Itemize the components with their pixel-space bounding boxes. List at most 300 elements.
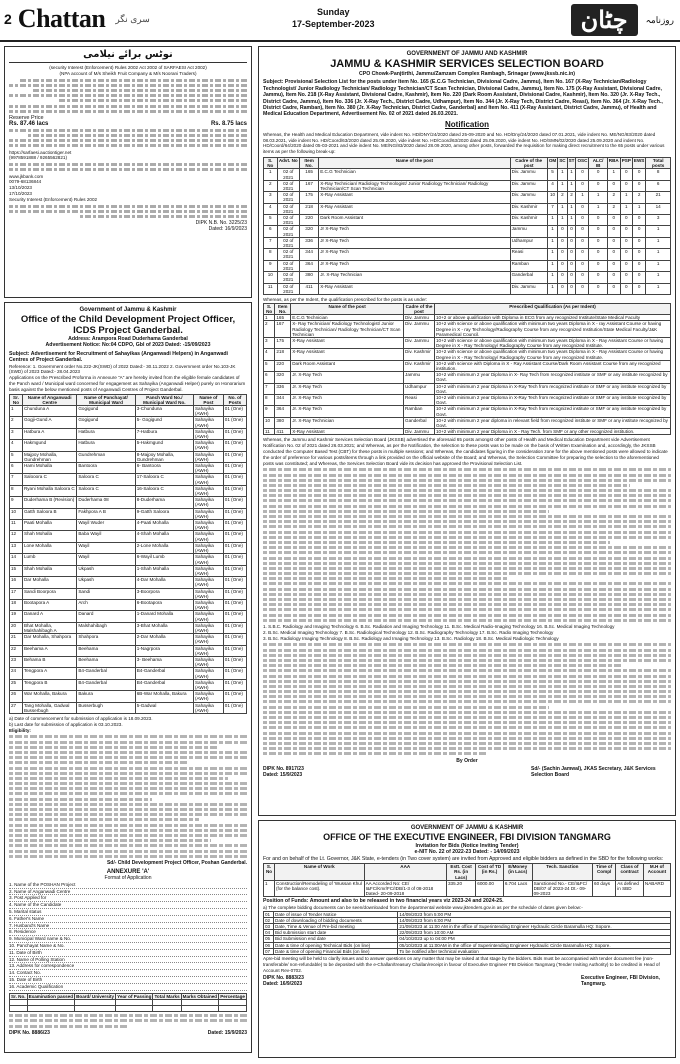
table-cell: Baba Wayil <box>77 531 135 542</box>
table-cell: Div. Kashmir <box>404 349 435 360</box>
table-row <box>10 554 247 565</box>
issue-date-text: 17-September-2023 <box>292 19 375 29</box>
tangmarg-tender-notice <box>258 820 676 1058</box>
schedule-cell: Date of issue of Tender Notice <box>274 911 398 917</box>
table-cell: 320 <box>300 226 319 237</box>
table-cell: 01 (One) <box>223 531 246 542</box>
notice-dipk-date: Dated: 16/9/2023 <box>208 226 247 233</box>
table-cell: Gogigund <box>77 417 135 428</box>
table-cell: 0 <box>558 237 567 248</box>
icds-eligibility-heading: Eligibility: <box>9 727 31 733</box>
table-row <box>10 577 247 588</box>
table-cell: 01 (One) <box>223 588 246 599</box>
schedule-cell: Date & time of opening Technical Bids (on line) <box>274 942 398 948</box>
table-cell: Jr X-Ray Tech <box>319 260 510 271</box>
jkssb-notification-heading: Notification <box>445 119 489 129</box>
schedule-cell: Date of downloading of bidding documents <box>274 917 398 923</box>
table-cell: 02 of 2021 <box>277 169 299 180</box>
table-cell: 10 <box>547 192 557 203</box>
tender-position-of-funds: Position of Funds: Amount and also to be released in two financial years viz 2023-24 and 2024-25. <box>263 898 504 905</box>
table-cell: X-Ray Assistant <box>291 337 404 348</box>
icds-subject: Subject: Advertisement for Recruitment of Sahayikas (Anganwadi Helpers) in Anganwadi Centres of Project Ganderbal. <box>9 350 228 364</box>
table-row <box>10 485 247 496</box>
jkssb-degree-list-3: 3. B.Sc. Radiology Imaging Technology 8. B.Sc. Radiology and Imaging Technology 13. B.Sc. Radiology 18. B.Sc. Medical Radiologic Technology <box>263 635 559 641</box>
table-cell: 18 <box>10 599 23 610</box>
table-cell: Jr. X-Ray Tech <box>291 372 404 383</box>
table-cell: Sahayika (AWH) <box>193 531 223 542</box>
table-cell: 01 (One) <box>223 554 246 565</box>
table-cell: 4-Dar Mohalla <box>135 577 193 588</box>
table-cell: 02 of 2021 <box>277 226 299 237</box>
table-cell: 0 <box>567 260 576 271</box>
jkssb-subject: Subject: Provisional Selection List for the posts under Item No. 165 (E.C.G Technician, Divisional Cadre, Jammu), Item No. 167 (X-Ray Technician/Radiology Technologist/ Junior Radiology Technician/ Radiology Technician/CT Scan Technician, Divisional Cadre, Jammu), Item No. 175 (X-Ray Assistant, Divisional Cadre, Jammu), Item No. 218 (X-Ray Assistant, Divisional Cadre, Kashmir), Item No. 220 (Dark Room Assistant, Divisional Cadre, Kashmir), Item No. 320 (Jr. X-Ray Tech., District Cadre, Jammu), Item No. 336 (Jr. X-Ray Tech., District Cadre, Udhampur), Item No. 344 (Jr. X-Ray Tech, District Cadre, Reasi), Item No. 364 (Jr. X-Ray Tech., District Cadre, Ramban), Item No. 380 (Jr. X-Ray Technician, District Cadre, Ganderbal) and Item No. 411 (X-Ray Assistant, District Cadre, Jammu), of Health and Medical Education Department, Advertisement No. 02 of 2021 dated 26.03.2021. <box>263 79 663 118</box>
table-cell: 7 <box>10 474 23 485</box>
icds-dipk-number: DIPK No. 8886/23 <box>9 1029 50 1036</box>
table-cell: 1 <box>646 226 671 237</box>
table-header-cell: Name of Panchayat/ Municipal Ward <box>77 394 135 405</box>
table-cell: Sahayika (AWH) <box>193 668 223 679</box>
table-cell: 3-Boorpora <box>135 588 193 599</box>
table-cell: 26 <box>10 691 23 702</box>
annexure-subtitle: Format of Application <box>104 874 152 881</box>
table-cell: Sahayika (AWH) <box>193 611 223 622</box>
table-cell: 0 <box>558 283 567 294</box>
table-cell: Wayil Wuder <box>77 520 135 531</box>
table-cell: 16-Saloora C <box>135 485 193 496</box>
qual-blank-row <box>10 1006 247 1012</box>
table-cell: 0 <box>607 226 620 237</box>
table-cell: 1 <box>632 203 645 214</box>
table-cell: 3-Chunduna <box>135 406 193 417</box>
table-cell: 167 <box>300 180 319 191</box>
table-cell: 2 <box>10 417 23 428</box>
table-cell: Ganderbal <box>510 272 547 283</box>
table-row <box>10 656 247 667</box>
table-cell: 01 (One) <box>223 656 246 667</box>
table-cell: 0 <box>576 249 589 260</box>
brand-urdu-subtitle: سری نگر <box>115 13 150 24</box>
schedule-cell: 06 <box>264 942 274 948</box>
annexure-field: 13. Address for correspondence <box>9 963 247 970</box>
table-cell: 6000.00 <box>476 880 504 897</box>
table-cell: 01 (One) <box>223 679 246 690</box>
table-cell: 0 <box>632 180 645 191</box>
table-cell: 1 <box>547 226 557 237</box>
table-cell: 10+2 with science or above qualification with minimum two years Diploma in X - Ray Assistant Course or having Degree in X - Ray Technology/ Radiography Course from any recognized Institute. <box>434 349 670 360</box>
table-cell: 02 of 2021 <box>277 203 299 214</box>
table-cell: Udhampur <box>404 383 435 394</box>
table-cell: Gogji-Gund A <box>22 417 76 428</box>
table-cell: Sandi <box>77 588 135 599</box>
table-cell: 12 <box>10 531 23 542</box>
table-cell: Div. Jammu <box>404 337 435 348</box>
table-cell: 9 <box>264 260 278 271</box>
annexure-field: 14. Contact No. <box>9 970 247 977</box>
table-cell: 1 <box>558 169 567 180</box>
table-cell: 4 <box>10 440 23 451</box>
table-cell: 1 <box>567 215 576 226</box>
table-cell: 10 <box>264 417 275 428</box>
table-cell: 01 (One) <box>223 599 246 610</box>
table-cell: Jammu <box>404 372 435 383</box>
table-cell: Jammu <box>510 226 547 237</box>
table-cell: 0 <box>576 169 589 180</box>
table-row <box>10 691 247 702</box>
tender-title: OFFICE OF THE EXECUTIVE ENGINEER, FBI DIVISION TANGMARG <box>323 832 611 842</box>
qualification-table <box>9 993 247 1013</box>
tender-schedule-table <box>263 911 671 955</box>
table-cell: Majpoy Mohalla, Gundrehman <box>22 451 76 462</box>
bank-phone: 0079-68136844 <box>9 179 42 185</box>
table-cell: Sahayika (AWH) <box>193 440 223 451</box>
schedule-cell: Date, Time & Venue of Pre-bid meeting <box>274 924 398 930</box>
table-header-cell: OM <box>547 158 557 169</box>
table-cell: Sahayika (AWH) <box>193 588 223 599</box>
table-cell: 0 <box>620 260 632 271</box>
table-cell: 1 <box>567 203 576 214</box>
table-cell: B4-Ganderbal <box>77 668 135 679</box>
table-row <box>10 417 247 428</box>
table-cell: 2 <box>558 192 567 203</box>
table-cell: 01 (One) <box>223 634 246 645</box>
table-cell: Lumb <box>22 554 76 565</box>
table-cell: Ukpash <box>77 565 135 576</box>
table-cell: Sahayika (AWH) <box>193 542 223 553</box>
table-cell: 01 (One) <box>223 474 246 485</box>
schedule-cell: 01 <box>264 911 274 917</box>
tender-intro: For and on behalf of the Lt. Governor, J&K State, e-tenders (in Two cover system) are invited from Approved and eligible bidders as defined in the SBD for the following works: <box>263 855 664 862</box>
table-cell: 0 <box>576 260 589 271</box>
bank-website: www.jkbank.com <box>9 173 44 179</box>
table-cell: Sahayika (AWH) <box>193 599 223 610</box>
table-cell: 01 (One) <box>223 428 246 439</box>
table-cell: 6 <box>264 226 278 237</box>
schedule-row <box>264 942 671 948</box>
table-cell: 175 <box>275 337 291 348</box>
table-header-cell: Class of contract <box>616 864 644 881</box>
table-cell: 0 <box>576 226 589 237</box>
table-cell: Construction/Remodeling of 'Wussan Khul (for the balance cost). <box>275 880 365 897</box>
annexure-field: 3. Post Applied for <box>9 895 247 902</box>
table-header-cell: Advt. No <box>277 158 299 169</box>
table-cell: 8 <box>264 249 278 260</box>
table-cell: Danard <box>77 611 135 622</box>
table-cell: Jr. X-Ray Tech <box>291 406 404 417</box>
table-cell: Ukpash <box>77 577 135 588</box>
table-cell: 0 <box>576 237 589 248</box>
table-row <box>264 260 671 271</box>
table-cell: 20 <box>10 622 23 633</box>
table-cell: 17-Saloora C <box>135 474 193 485</box>
table-row <box>264 337 671 348</box>
table-header-cell: Sr. No <box>10 394 23 405</box>
table-cell: 21 <box>10 634 23 645</box>
table-row <box>10 622 247 633</box>
table-cell: X- Ray Technician/ Radiology Technologist/ Junior Radiology Technician/ Radiology Technician/CT Scan Technician <box>291 321 404 338</box>
newspaper-brand: Chattan <box>17 4 106 33</box>
table-cell: 19 <box>10 611 23 622</box>
tender-dipk-number: DIPK No. 8883/23 <box>263 975 304 982</box>
urdu-text-block-2 <box>9 129 247 148</box>
reserve-price-label: Reserve Price <box>9 114 44 121</box>
table-cell: 0 <box>567 226 576 237</box>
table-cell: Paati Mohalla <box>22 520 76 531</box>
notice-act-line: (security Interest (Enforcement) Rules 2002 Act 2002 of SARFAESI Act 2002) <box>49 65 207 70</box>
icds-govt: Government of Jammu & Kashmir <box>79 307 177 313</box>
table-cell: Sahayika (AWH) <box>193 451 223 462</box>
tender-signature: Executive Engineer, FBI Division, Tangmarg. <box>581 975 660 988</box>
table-row <box>264 349 671 360</box>
table-cell: 0 <box>620 283 632 294</box>
table-cell: 0 <box>576 180 589 191</box>
table-row <box>264 180 671 191</box>
table-row <box>10 497 247 508</box>
urdu-text-block-4 <box>9 205 247 218</box>
table-cell: Salooora C <box>22 474 76 485</box>
table-cell: 1 <box>558 215 567 226</box>
table-cell: 8-Duderhama <box>135 497 193 508</box>
table-cell: E.C.G Technician <box>319 169 510 180</box>
tender-footer: Apre-bid meeting will be held to clarify issues and to answer questions on any matter that may be raised at that stage by the bidders. Bids must be accompanied with tender document fee (non-transferable/ non-refundable) to be deposited with the e-Challan/treasury Challan/receipt in favour of Executive Engineer FBI Division Tangmarg (Tender Inviting Authority) to be credited in Head of Account Rev-0702. <box>263 956 660 973</box>
urdu-notice-title: نوٹس برائے نیلامی <box>83 49 173 60</box>
tender-bullet: a) The complete bidding documents can be seen/downloaded from the departmental website www.jktenders.gov.in as per the schedule of dates given below:- <box>263 904 583 910</box>
table-cell: X-Ray Assistant <box>319 203 510 214</box>
table-cell: Sahayika (AWH) <box>193 702 223 713</box>
table-row <box>264 406 671 417</box>
table-cell: X-Ray Assistant <box>291 349 404 360</box>
table-cell: 1 <box>646 237 671 248</box>
table-header-cell: S. No <box>264 864 275 881</box>
jkssb-body-continued <box>263 468 671 621</box>
icds-posts-table <box>9 394 247 714</box>
table-cell: 1 <box>264 169 278 180</box>
table-cell: 01 (One) <box>223 668 246 679</box>
table-cell: 335.20 <box>446 880 475 897</box>
table-cell: 4-Paati Mohalla <box>135 520 193 531</box>
table-cell: 0 <box>620 226 632 237</box>
right-column <box>258 46 676 1062</box>
table-cell: B4-Ganderbal <box>135 668 193 679</box>
auction-url: https://sarfaesi.auctiontiger.net <box>9 149 72 155</box>
table-cell: 8 <box>264 394 275 405</box>
table-cell: Sahayika (AWH) <box>193 508 223 519</box>
table-cell: 1 <box>567 169 576 180</box>
table-cell: 1 <box>576 192 589 203</box>
table-row <box>264 237 671 248</box>
table-cell: 1 <box>547 272 557 283</box>
table-cell: Sahayika (AWH) <box>193 565 223 576</box>
table-cell: 1 <box>646 249 671 260</box>
table-cell: 01 (One) <box>223 542 246 553</box>
table-cell: 3- Beehama <box>135 656 193 667</box>
annexure-field: 4. Name of the Candidate <box>9 902 247 909</box>
table-row <box>10 508 247 519</box>
table-cell: Dark Room Assistant <box>319 215 510 226</box>
table-cell: 13 <box>10 542 23 553</box>
table-cell: 1 <box>264 880 275 897</box>
table-cell: 4 <box>264 349 275 360</box>
table-row <box>10 440 247 451</box>
table-cell: 10+2 with science or above qualification with minimum two years Diploma in X - ray Assistant Course or having Degree in X - ray Technology/Radiography Course from any recognized Institution/State Medical Faculty/J&K Paramedical Council. <box>434 321 670 338</box>
table-row <box>10 428 247 439</box>
table-cell: 411 <box>300 283 319 294</box>
table-cell: Div. Kashmir <box>510 203 547 214</box>
table-cell: 01 (One) <box>223 520 246 531</box>
table-cell: Jr. X-Ray Tech <box>291 383 404 394</box>
table-cell: Saloora C <box>77 485 135 496</box>
table-cell: 165 <box>275 315 291 321</box>
table-cell: 1 <box>620 203 632 214</box>
tender-nit: e-NIT No. 22 of 2022-23 Dated: - 14/09/2023 <box>414 849 520 856</box>
table-cell: 01 (One) <box>223 485 246 496</box>
table-cell: Div. Jammu <box>510 283 547 294</box>
table-cell: 10+2 with minimum 2 year Diploma in X-Ray Tech from recognized institute or SMF or any institute recognized by Govt. <box>434 383 670 394</box>
table-cell: 0 <box>576 272 589 283</box>
table-cell: 1 <box>620 192 632 203</box>
table-cell: 60 days <box>593 880 616 897</box>
table-row <box>264 226 671 237</box>
table-cell: 364 <box>300 260 319 271</box>
table-cell: 1 <box>547 249 557 260</box>
table-row <box>264 249 671 260</box>
table-header-cell: Tech. Sanction <box>532 864 592 881</box>
table-cell: 364 <box>275 406 291 417</box>
icds-declaration-text <box>9 1014 247 1027</box>
schedule-cell: Date & time of opening Financial Bids (on line) <box>274 948 398 954</box>
table-cell: Ganderbal <box>404 417 435 428</box>
table-cell: 0 <box>607 260 620 271</box>
table-header-cell: Name of Post <box>193 394 223 405</box>
table-cell: 7-Hatbura <box>135 428 193 439</box>
table-cell: Hatbura A <box>22 428 76 439</box>
table-cell: Sanctioned No.- CE/I&FC/ DB/07 of 2023-24 Dt.- 09-09-2023 <box>532 880 592 897</box>
jkssb-qualification-intro: Whereas, as per the Indent, the qualification prescribed for the posts is as under: <box>263 296 428 302</box>
schedule-cell: Bid submission start date <box>274 930 398 936</box>
table-cell: 0 <box>589 226 607 237</box>
table-cell: As defined in SBD <box>616 880 644 897</box>
table-cell: Reasi <box>510 249 547 260</box>
table-row <box>264 429 671 435</box>
table-cell: Sahayika (AWH) <box>193 679 223 690</box>
table-cell: 01 (One) <box>223 417 246 428</box>
table-cell: 01 (One) <box>223 645 246 656</box>
table-cell: 11 <box>10 520 23 531</box>
jkssb-dipk-date: Dated: 15/9/2023 <box>263 771 303 778</box>
table-cell: Bakura <box>77 691 135 702</box>
table-header-cell: Estt. Cost Rs. (in Lacs) <box>446 864 475 881</box>
table-cell: 10+2 or above qualification with Diploma in ECG from any recognized Institute/State Medical Faculty <box>434 315 670 321</box>
table-header-cell: Cadre of the post <box>404 303 435 314</box>
table-cell: Jr X-Ray Tech <box>319 237 510 248</box>
table-cell: Chunduna A <box>22 406 76 417</box>
table-cell: Sahayika (AWH) <box>193 691 223 702</box>
table-cell: 0 <box>620 180 632 191</box>
jkssb-footer <box>263 766 671 778</box>
table-cell: 01 (One) <box>223 622 246 633</box>
table-cell: 0 <box>632 283 645 294</box>
table-cell: 0 <box>558 272 567 283</box>
table-cell: 1 <box>547 237 557 248</box>
icds-reference: Reference: 1. Government order No.222-JK(SWD) of 2022 Dated:- 30.11.2022 2. Government order No.103-JK (SWD) of 2023 Dated:- 28.04.2023 <box>9 363 236 375</box>
table-cell: 0 <box>589 283 607 294</box>
table-row <box>10 406 247 417</box>
auction-date-1: 13/10/2023 <box>9 185 32 191</box>
table-cell: 7 <box>264 383 275 394</box>
table-cell: Sahayika (AWH) <box>193 485 223 496</box>
table-cell: 01 (One) <box>223 406 246 417</box>
table-cell: 0 <box>567 249 576 260</box>
table-cell: 0 <box>558 249 567 260</box>
table-cell: 1-Danard Mohalla <box>135 611 193 622</box>
table-cell: Gundrehman <box>77 451 135 462</box>
table-cell: 6- Bantoora <box>135 463 193 474</box>
table-cell: Div. Jammu <box>510 192 547 203</box>
table-cell: Sahayika (AWH) <box>193 406 223 417</box>
annexure-title: ANNEXURE 'A' <box>106 868 150 875</box>
table-row <box>264 315 671 321</box>
table-cell: Wayil <box>77 542 135 553</box>
schedule-cell: 05 <box>264 936 274 942</box>
tender-dipk-date: Dated: 16/9/2023 <box>263 981 303 988</box>
table-row <box>264 417 671 428</box>
table-cell: Tengpora B <box>22 679 76 690</box>
newspaper-masthead <box>0 0 680 42</box>
table-cell: 5-Hakmgund <box>135 440 193 451</box>
table-header-cell: No. of Posts <box>223 394 246 405</box>
table-cell: 4-Shah Mohalla <box>135 531 193 542</box>
table-cell: 01 (One) <box>223 565 246 576</box>
jkssb-by-order: By Order <box>456 757 478 764</box>
table-cell: 0 <box>589 260 607 271</box>
table-cell: 220 <box>300 215 319 226</box>
table-row <box>10 588 247 599</box>
table-cell: 3 <box>264 192 278 203</box>
table-cell: 14 <box>10 554 23 565</box>
table-cell: 5 <box>547 169 557 180</box>
table-cell: 10+2 with minimum 2 year diploma in relevant field from recognized institute or SMF or any institute recognized by Govt. <box>434 417 670 428</box>
table-header-cell: Examination passed <box>28 993 74 999</box>
table-cell: Udhampur <box>510 237 547 248</box>
table-cell: 2 <box>264 321 275 338</box>
table-cell: 165 <box>300 169 319 180</box>
table-row <box>10 451 247 462</box>
table-header-cell: AAA <box>364 864 446 881</box>
table-cell: 344 <box>300 249 319 260</box>
table-cell: 1 <box>589 192 607 203</box>
table-cell: 10+2 with minimum 2 year Diploma in X- Ray Tech from recognized institute or SMF or any institute recognized by Govt. <box>434 372 670 383</box>
schedule-cell: To be notified after technical evaluation <box>398 948 671 954</box>
emd-value: Rs. 8.75 lacs <box>210 120 247 127</box>
jkssb-posts-breakup-table <box>263 157 671 295</box>
table-cell: 01 (One) <box>223 440 246 451</box>
table-cell: Div. Jammu <box>510 169 547 180</box>
tender-govt: GOVERNMENT OF JAMMU & KASHMIR <box>410 825 524 831</box>
table-header-cell: E/Money (in Lacs) <box>503 864 532 881</box>
table-row <box>10 565 247 576</box>
table-cell: 1 <box>558 180 567 191</box>
table-cell: Sahayika (AWH) <box>193 645 223 656</box>
table-header-cell: S. No <box>264 158 278 169</box>
icds-date-b: b) Last date for submission of application is 03.10.2023. <box>9 721 123 727</box>
table-cell: 0 <box>607 283 620 294</box>
annexure-field: 2. Name of Anganwadi Centre <box>9 889 247 896</box>
table-header-cell: Item No. <box>300 158 319 169</box>
table-cell: Div. Jammu <box>404 321 435 338</box>
table-row <box>264 321 671 338</box>
table-row <box>10 531 247 542</box>
table-cell: 6-Wayil Lumb <box>135 554 193 565</box>
table-cell: 1 <box>646 260 671 271</box>
